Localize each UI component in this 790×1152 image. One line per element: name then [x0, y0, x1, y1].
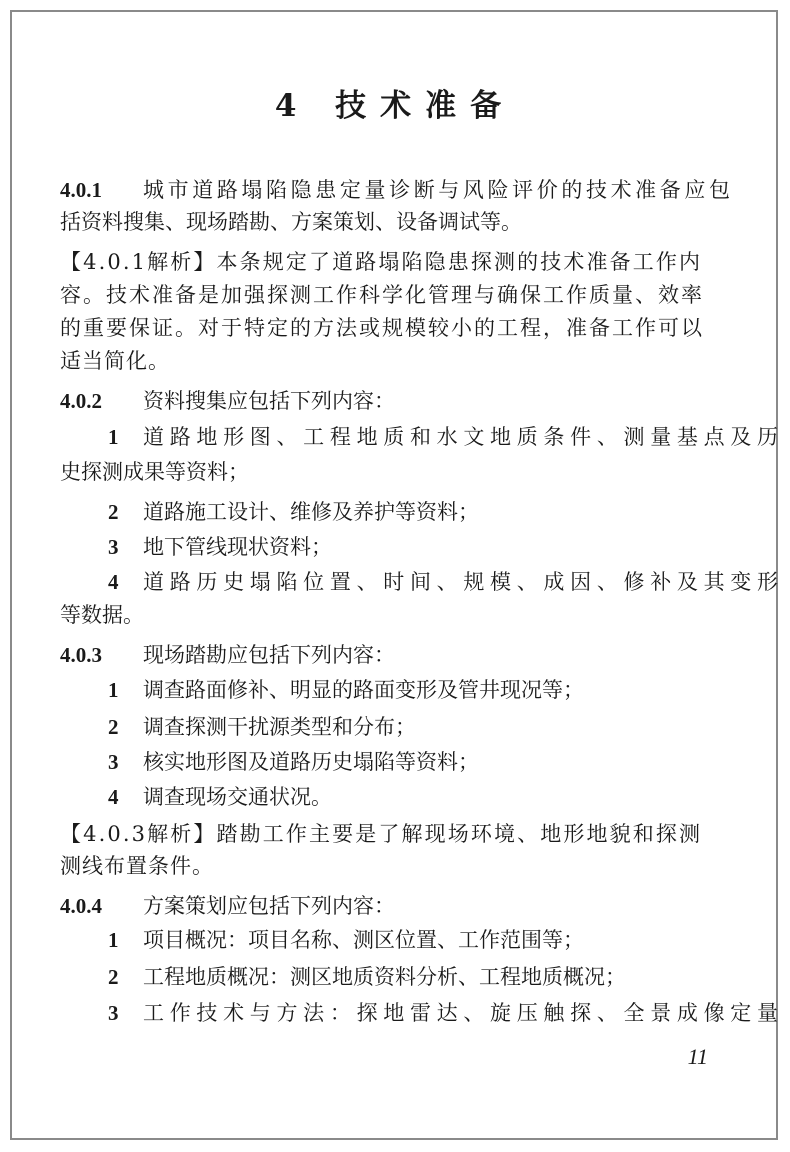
- list-item-line: [60, 746, 730, 778]
- item-number: 1: [108, 425, 119, 449]
- item-number: 4: [108, 570, 119, 594]
- item-number: 2: [108, 500, 119, 524]
- list-item-line: [60, 496, 730, 528]
- clause-line: [60, 174, 734, 206]
- clause-number: 4.0.1: [60, 178, 102, 202]
- line-text: 调查探测干扰源类型和分布；: [143, 715, 416, 739]
- analysis-line: [60, 279, 730, 311]
- item-number: 3: [108, 750, 119, 774]
- line-text: 现场踏勘应包括下列内容：: [143, 643, 395, 667]
- line-text: 的重要保证。对于特定的方法或规模较小的工程，准备工作可以: [60, 316, 704, 340]
- line-text: 【4.0.1解析】本条规定了道路塌陷隐患探测的技术准备工作内: [60, 250, 703, 274]
- line-text: 项目概况：项目名称、测区位置、工作范围等；: [143, 928, 584, 952]
- line-text: 核实地形图及道路历史塌陷等资料；: [143, 750, 479, 774]
- line-text: 道路历史塌陷位置、时间、规模、成因、修补及其变形: [143, 570, 784, 594]
- line-text: 工程地质概况：测区地质资料分析、工程地质概况；: [143, 965, 626, 989]
- clause-line: [60, 890, 730, 922]
- line-text: 资料搜集应包括下列内容：: [143, 389, 395, 413]
- line-text: 等数据。: [60, 603, 144, 627]
- line-text: 【4.0.3解析】踏勘工作主要是了解现场环境、地形地貌和探测: [60, 822, 703, 846]
- clause-number: 4.0.4: [60, 894, 102, 918]
- list-item-line: [60, 924, 730, 956]
- line-text: 容。技术准备是加强探测工作科学化管理与确保工作质量、效率: [60, 283, 704, 307]
- line-text: 调查路面修补、明显的路面变形及管井现况等；: [143, 678, 584, 702]
- item-number: 3: [108, 535, 119, 559]
- list-item-line: [60, 961, 730, 993]
- line-text: 地下管线现状资料；: [143, 535, 332, 559]
- analysis-line: [60, 818, 730, 850]
- item-number: 1: [108, 678, 119, 702]
- clause-line: [60, 385, 730, 417]
- line-text: 城市道路塌陷隐患定量诊断与风险评价的技术准备应包: [143, 178, 734, 202]
- line-text: 道路地形图、工程地质和水文地质条件、测量基点及历: [143, 425, 784, 449]
- line-text: 方案策划应包括下列内容：: [143, 894, 395, 918]
- analysis-line: [60, 345, 730, 377]
- analysis-line: [60, 850, 730, 882]
- analysis-line: [60, 312, 730, 344]
- item-number: 1: [108, 928, 119, 952]
- item-number: 2: [108, 715, 119, 739]
- list-item-line: [60, 711, 730, 743]
- list-item-line: [60, 531, 730, 563]
- item-number: 3: [108, 1001, 119, 1025]
- page-number: 11: [687, 1044, 708, 1069]
- line-text: 括资料搜集、现场踏勘、方案策划、设备调试等。: [60, 210, 522, 234]
- clause-number: 4.0.3: [60, 643, 102, 667]
- text-line: [60, 456, 730, 488]
- list-item-line: [60, 997, 784, 1029]
- line-text: 调查现场交通状况。: [143, 785, 332, 809]
- item-number: 4: [108, 785, 119, 809]
- list-item-line: [60, 781, 730, 813]
- text-line: [60, 206, 730, 238]
- clause-number: 4.0.2: [60, 389, 102, 413]
- list-item-line: [60, 674, 730, 706]
- item-number: 2: [108, 965, 119, 989]
- line-text: 测线布置条件。: [60, 854, 214, 878]
- line-text: 工作技术与方法：探地雷达、旋压触探、全景成像定量: [143, 1001, 784, 1025]
- line-text: 道路施工设计、维修及养护等资料；: [143, 500, 479, 524]
- chapter-title: 4 技术准备: [274, 88, 516, 124]
- list-item-line: [60, 566, 784, 598]
- analysis-line: [60, 246, 730, 278]
- text-line: [60, 599, 730, 631]
- line-text: 史探测成果等资料；: [60, 460, 249, 484]
- clause-line: [60, 639, 730, 671]
- list-item-line: [60, 421, 784, 453]
- line-text: 适当简化。: [60, 349, 170, 373]
